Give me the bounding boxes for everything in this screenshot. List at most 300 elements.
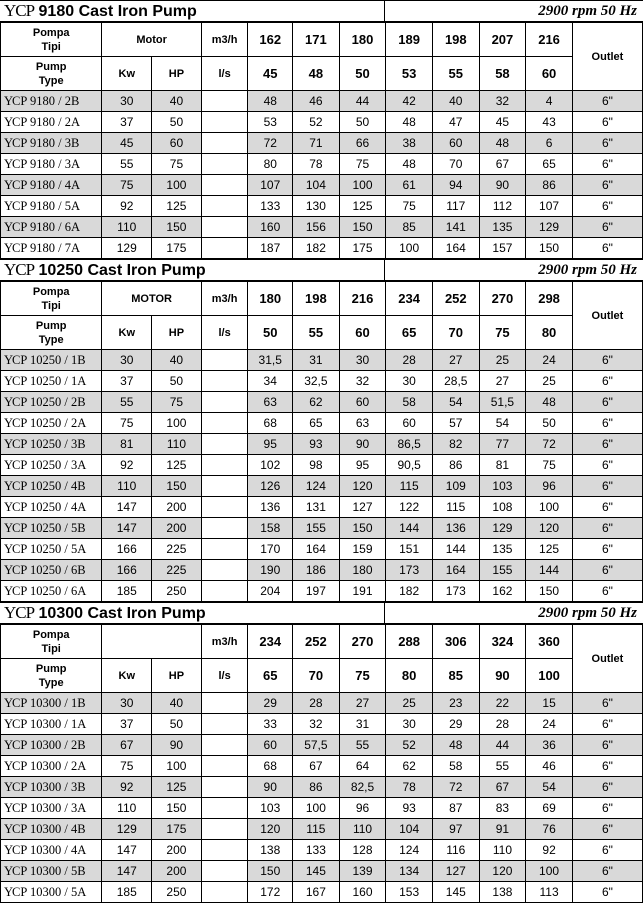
model-cell — [1, 798, 102, 819]
outlet-cell: 6" — [572, 112, 642, 133]
flow-value: 189 — [386, 23, 433, 57]
outlet-header: Outlet — [572, 23, 642, 91]
head-value-cell: 36 — [526, 735, 573, 756]
head-value-cell: 31 — [339, 714, 386, 735]
ls-empty-cell — [201, 693, 248, 714]
kw-cell: 129 — [102, 238, 152, 259]
head-value-cell: 75 — [526, 455, 573, 476]
head-value-cell: 110 — [339, 819, 386, 840]
flow-value: 252 — [432, 282, 479, 316]
head-value-cell: 57 — [432, 413, 479, 434]
outlet-cell: 6" — [572, 154, 642, 175]
head-value-cell: 182 — [293, 238, 340, 259]
head-value-cell: 136 — [432, 518, 479, 539]
brand-logo-mark: Y — [4, 842, 13, 857]
model-name: CP 10250 / 2B — [12, 394, 86, 409]
ls-header: l/s — [201, 57, 248, 91]
brand-logo-mark: Y — [4, 156, 13, 171]
head-value-cell: 90 — [248, 777, 293, 798]
head-value-cell: 75 — [386, 196, 433, 217]
head-value-cell: 25 — [386, 693, 433, 714]
pump-type-header — [1, 659, 102, 693]
head-value-cell: 112 — [479, 196, 526, 217]
table-row — [1, 196, 643, 217]
head-value-cell: 93 — [386, 798, 433, 819]
head-value-cell: 48 — [248, 91, 293, 112]
kw-cell: 147 — [102, 840, 152, 861]
ls-empty-cell — [201, 777, 248, 798]
head-value-cell: 122 — [386, 497, 433, 518]
brand-logo-mark: Y — [4, 177, 13, 192]
hp-cell: 150 — [152, 798, 202, 819]
model-name: CP 9180 / 3B — [12, 135, 80, 150]
head-value-cell: 90,5 — [386, 455, 433, 476]
head-value-cell: 130 — [293, 196, 340, 217]
model-cell — [1, 154, 102, 175]
head-value-cell: 100 — [526, 497, 573, 518]
model-cell — [1, 714, 102, 735]
pompa-tipi-header — [1, 23, 102, 57]
head-value-cell: 67 — [479, 777, 526, 798]
model-name: CP 10250 / 6A — [12, 583, 87, 598]
model-cell — [1, 434, 102, 455]
ls-empty-cell — [201, 756, 248, 777]
kw-cell: 166 — [102, 560, 152, 581]
kw-cell: 110 — [102, 476, 152, 497]
ls-value: 70 — [432, 316, 479, 350]
head-value-cell: 76 — [526, 819, 573, 840]
model-cell — [1, 196, 102, 217]
model-cell — [1, 693, 102, 714]
outlet-cell: 6" — [572, 455, 642, 476]
model-cell — [1, 840, 102, 861]
table-row — [1, 476, 643, 497]
section-title-bar — [0, 0, 643, 22]
head-value-cell: 135 — [479, 217, 526, 238]
brand-logo-mark: Y — [4, 821, 13, 836]
head-value-cell: 96 — [339, 798, 386, 819]
head-value-cell: 120 — [339, 476, 386, 497]
head-value-cell: 77 — [479, 434, 526, 455]
head-value-cell: 187 — [248, 238, 293, 259]
head-value-cell: 170 — [248, 539, 293, 560]
head-value-cell: 29 — [432, 714, 479, 735]
header-row-flow — [1, 282, 643, 316]
brand-logo-mark: Y — [4, 520, 13, 535]
model-name: CP 10250 / 2A — [12, 415, 87, 430]
hp-cell: 200 — [152, 518, 202, 539]
brand-logo-mark: Y — [4, 457, 13, 472]
hp-cell: 100 — [152, 413, 202, 434]
flow-value: 180 — [339, 23, 386, 57]
table-row — [1, 735, 643, 756]
head-value-cell: 6 — [526, 133, 573, 154]
head-value-cell: 120 — [479, 861, 526, 882]
pompa-tipi-header — [1, 282, 102, 316]
brand-logo-mark: Y — [4, 415, 13, 430]
flow-value: 180 — [248, 282, 293, 316]
model-name: CP 9180 / 2B — [12, 93, 80, 108]
ls-empty-cell — [201, 518, 248, 539]
head-value-cell: 38 — [386, 133, 433, 154]
head-value-cell: 109 — [432, 476, 479, 497]
outlet-cell: 6" — [572, 91, 642, 112]
head-value-cell: 164 — [432, 238, 479, 259]
ls-empty-cell — [201, 413, 248, 434]
kw-cell: 147 — [102, 518, 152, 539]
section-title-text: 10250 Cast Iron Pump — [34, 262, 206, 279]
model-name: CP 9180 / 3A — [12, 156, 80, 171]
kw-cell: 37 — [102, 714, 152, 735]
tipi-label: Tipi — [41, 642, 61, 655]
table-row — [1, 434, 643, 455]
model-cell — [1, 371, 102, 392]
model-cell — [1, 175, 102, 196]
table-row — [1, 371, 643, 392]
kw-cell: 129 — [102, 819, 152, 840]
ls-empty-cell — [201, 497, 248, 518]
kw-cell: 55 — [102, 392, 152, 413]
head-value-cell: 46 — [293, 91, 340, 112]
head-value-cell: 75 — [339, 154, 386, 175]
model-name: CP 10300 / 3A — [12, 800, 87, 815]
head-value-cell: 80 — [248, 154, 293, 175]
outlet-cell: 6" — [572, 735, 642, 756]
head-value-cell: 58 — [432, 756, 479, 777]
model-cell — [1, 861, 102, 882]
head-value-cell: 173 — [432, 581, 479, 602]
head-value-cell: 139 — [339, 861, 386, 882]
kw-header: Kw — [102, 659, 152, 693]
head-value-cell: 100 — [293, 798, 340, 819]
head-value-cell: 40 — [432, 91, 479, 112]
head-value-cell: 125 — [339, 196, 386, 217]
head-value-cell: 61 — [386, 175, 433, 196]
head-value-cell: 128 — [339, 840, 386, 861]
head-value-cell: 28 — [386, 350, 433, 371]
hp-cell: 200 — [152, 861, 202, 882]
head-value-cell: 115 — [386, 476, 433, 497]
head-value-cell: 24 — [526, 714, 573, 735]
flow-value: 171 — [293, 23, 340, 57]
hp-cell: 60 — [152, 133, 202, 154]
head-value-cell: 156 — [293, 217, 340, 238]
outlet-cell: 6" — [572, 133, 642, 154]
head-value-cell: 4 — [526, 91, 573, 112]
head-value-cell: 63 — [248, 392, 293, 413]
head-value-cell: 145 — [432, 882, 479, 903]
pump-type-header — [1, 57, 102, 91]
hp-cell: 150 — [152, 476, 202, 497]
ls-empty-cell — [201, 882, 248, 903]
head-value-cell: 150 — [526, 581, 573, 602]
flow-value: 207 — [479, 23, 526, 57]
table-row — [1, 539, 643, 560]
table-row — [1, 497, 643, 518]
head-value-cell: 90 — [339, 434, 386, 455]
head-value-cell: 98 — [293, 455, 340, 476]
brand-logo-mark: Y — [4, 93, 13, 108]
model-name: CP 10250 / 6B — [12, 562, 86, 577]
ls-header: l/s — [201, 316, 248, 350]
kw-cell: 185 — [102, 581, 152, 602]
model-cell — [1, 735, 102, 756]
ls-empty-cell — [201, 392, 248, 413]
head-value-cell: 52 — [293, 112, 340, 133]
head-value-cell: 62 — [293, 392, 340, 413]
outlet-cell: 6" — [572, 882, 642, 903]
table-row — [1, 133, 643, 154]
head-value-cell: 120 — [248, 819, 293, 840]
ls-empty-cell — [201, 112, 248, 133]
hp-cell: 50 — [152, 371, 202, 392]
rpm-label: 2900 rpm 50 Hz — [538, 3, 637, 19]
kw-cell: 45 — [102, 133, 152, 154]
outlet-cell: 6" — [572, 196, 642, 217]
table-row — [1, 714, 643, 735]
brand-logo-mark: Y — [4, 863, 13, 878]
flow-value: 298 — [526, 282, 573, 316]
m3h-header: m3/h — [201, 23, 248, 57]
head-value-cell: 72 — [432, 777, 479, 798]
head-value-cell: 91 — [479, 819, 526, 840]
outlet-cell: 6" — [572, 714, 642, 735]
head-value-cell: 65 — [293, 413, 340, 434]
ls-empty-cell — [201, 539, 248, 560]
pump-table — [0, 22, 643, 259]
head-value-cell: 116 — [432, 840, 479, 861]
model-name: CP 10300 / 2A — [12, 758, 87, 773]
head-value-cell: 97 — [432, 819, 479, 840]
ls-empty-cell — [201, 196, 248, 217]
outlet-cell: 6" — [572, 539, 642, 560]
head-value-cell: 127 — [432, 861, 479, 882]
model-name: CP 10300 / 5A — [12, 884, 87, 899]
outlet-cell: 6" — [572, 371, 642, 392]
head-value-cell: 43 — [526, 112, 573, 133]
ls-empty-cell — [201, 238, 248, 259]
head-value-cell: 90 — [479, 175, 526, 196]
head-value-cell: 150 — [339, 217, 386, 238]
flow-value: 198 — [432, 23, 479, 57]
model-name: CP 10250 / 4A — [12, 499, 87, 514]
kw-header: Kw — [102, 316, 152, 350]
flow-value: 234 — [248, 625, 293, 659]
pompa-label: Pompa — [32, 628, 70, 641]
kw-cell: 147 — [102, 497, 152, 518]
model-cell — [1, 133, 102, 154]
model-name: CP 10250 / 1A — [12, 373, 87, 388]
head-value-cell: 48 — [386, 154, 433, 175]
head-value-cell: 78 — [293, 154, 340, 175]
head-value-cell: 135 — [479, 539, 526, 560]
kw-cell: 166 — [102, 539, 152, 560]
ls-value: 100 — [526, 659, 573, 693]
type-label: Type — [38, 333, 64, 346]
head-value-cell: 133 — [248, 196, 293, 217]
hp-cell: 200 — [152, 497, 202, 518]
head-value-cell: 64 — [339, 756, 386, 777]
flow-value: 234 — [386, 282, 433, 316]
head-value-cell: 48 — [386, 112, 433, 133]
head-value-cell: 52 — [386, 735, 433, 756]
outlet-cell: 6" — [572, 581, 642, 602]
head-value-cell: 155 — [293, 518, 340, 539]
head-value-cell: 107 — [526, 196, 573, 217]
ls-value: 80 — [526, 316, 573, 350]
hp-cell: 40 — [152, 91, 202, 112]
hp-cell: 100 — [152, 175, 202, 196]
hp-cell: 125 — [152, 777, 202, 798]
model-name: CP 10250 / 5A — [12, 541, 87, 556]
head-value-cell: 72 — [526, 434, 573, 455]
head-value-cell: 173 — [386, 560, 433, 581]
m3h-header: m3/h — [201, 625, 248, 659]
hp-cell: 50 — [152, 112, 202, 133]
head-value-cell: 131 — [293, 497, 340, 518]
table-row — [1, 413, 643, 434]
head-value-cell: 78 — [386, 777, 433, 798]
table-row — [1, 798, 643, 819]
head-value-cell: 32 — [293, 714, 340, 735]
kw-cell: 147 — [102, 861, 152, 882]
ls-value: 85 — [432, 659, 479, 693]
head-value-cell: 46 — [526, 756, 573, 777]
model-name: CP 10250 / 3A — [12, 457, 87, 472]
head-value-cell: 67 — [293, 756, 340, 777]
head-value-cell: 87 — [432, 798, 479, 819]
head-value-cell: 85 — [386, 217, 433, 238]
brand-logo-mark: Y — [4, 394, 13, 409]
motor-header: Motor — [102, 23, 201, 57]
head-value-cell: 30 — [339, 350, 386, 371]
head-value-cell: 144 — [432, 539, 479, 560]
flow-value: 162 — [248, 23, 293, 57]
flow-value: 252 — [293, 625, 340, 659]
head-value-cell: 92 — [526, 840, 573, 861]
head-value-cell: 25 — [526, 371, 573, 392]
ls-value: 65 — [248, 659, 293, 693]
head-value-cell: 63 — [339, 413, 386, 434]
ls-empty-cell — [201, 91, 248, 112]
head-value-cell: 145 — [293, 861, 340, 882]
pump-section — [0, 0, 643, 259]
head-value-cell: 86 — [293, 777, 340, 798]
brand-logo-mark: Y — [4, 800, 13, 815]
kw-cell: 92 — [102, 196, 152, 217]
outlet-cell: 6" — [572, 693, 642, 714]
header-row-flow — [1, 625, 643, 659]
head-value-cell: 27 — [432, 350, 479, 371]
outlet-cell: 6" — [572, 217, 642, 238]
head-value-cell: 53 — [248, 112, 293, 133]
section-title — [0, 1, 385, 21]
kw-cell: 75 — [102, 175, 152, 196]
head-value-cell: 155 — [479, 560, 526, 581]
flow-value: 270 — [479, 282, 526, 316]
model-cell — [1, 518, 102, 539]
head-value-cell: 82 — [432, 434, 479, 455]
head-value-cell: 144 — [386, 518, 433, 539]
head-value-cell: 160 — [248, 217, 293, 238]
head-value-cell: 126 — [248, 476, 293, 497]
kw-cell: 55 — [102, 154, 152, 175]
pump-label: Pump — [35, 319, 67, 332]
outlet-header: Outlet — [572, 282, 642, 350]
flow-value: 198 — [293, 282, 340, 316]
brand-logo-mark: Y — [4, 695, 13, 710]
outlet-cell: 6" — [572, 238, 642, 259]
ls-value: 70 — [293, 659, 340, 693]
kw-cell: 75 — [102, 756, 152, 777]
ls-value: 65 — [386, 316, 433, 350]
brand-logo-mark: Y — [4, 114, 13, 129]
pump-type-header — [1, 316, 102, 350]
hp-cell: 125 — [152, 196, 202, 217]
pompa-label: Pompa — [32, 26, 70, 39]
head-value-cell: 125 — [526, 539, 573, 560]
outlet-cell: 6" — [572, 560, 642, 581]
flow-value: 216 — [339, 282, 386, 316]
kw-cell: 110 — [102, 217, 152, 238]
section-title-text: 10300 Cast Iron Pump — [34, 605, 206, 622]
ls-value: 48 — [293, 57, 340, 91]
head-value-cell: 117 — [432, 196, 479, 217]
ls-empty-cell — [201, 217, 248, 238]
brand-logo-mark: Y — [4, 884, 13, 899]
outlet-cell: 6" — [572, 392, 642, 413]
tipi-label: Tipi — [41, 40, 61, 53]
model-name: CP 9180 / 5A — [12, 198, 80, 213]
ls-empty-cell — [201, 861, 248, 882]
ls-empty-cell — [201, 840, 248, 861]
ls-value: 45 — [248, 57, 293, 91]
brand-logo: YCP — [4, 260, 35, 279]
ls-empty-cell — [201, 154, 248, 175]
head-value-cell: 197 — [293, 581, 340, 602]
brand-logo-mark: Y — [4, 436, 13, 451]
brand-logo-mark: Y — [4, 499, 13, 514]
head-value-cell: 23 — [432, 693, 479, 714]
head-value-cell: 60 — [432, 133, 479, 154]
section-title-text: 9180 Cast Iron Pump — [34, 3, 197, 20]
flow-value: 306 — [432, 625, 479, 659]
head-value-cell: 95 — [248, 434, 293, 455]
head-value-cell: 104 — [293, 175, 340, 196]
head-value-cell: 127 — [339, 497, 386, 518]
model-cell — [1, 756, 102, 777]
flow-value: 270 — [339, 625, 386, 659]
model-name: CP 10300 / 5B — [12, 863, 86, 878]
ls-value: 60 — [339, 316, 386, 350]
hp-header: HP — [152, 659, 202, 693]
outlet-cell: 6" — [572, 840, 642, 861]
brand-logo-mark: Y — [4, 135, 13, 150]
ls-empty-cell — [201, 175, 248, 196]
head-value-cell: 113 — [526, 882, 573, 903]
pump-table — [0, 281, 643, 602]
ls-empty-cell — [201, 133, 248, 154]
head-value-cell: 100 — [386, 238, 433, 259]
hp-cell: 50 — [152, 714, 202, 735]
head-value-cell: 28 — [479, 714, 526, 735]
head-value-cell: 51,5 — [479, 392, 526, 413]
head-value-cell: 28 — [293, 693, 340, 714]
head-value-cell: 60 — [248, 735, 293, 756]
ls-empty-cell — [201, 581, 248, 602]
brand-logo-mark: Y — [4, 758, 13, 773]
outlet-cell: 6" — [572, 518, 642, 539]
